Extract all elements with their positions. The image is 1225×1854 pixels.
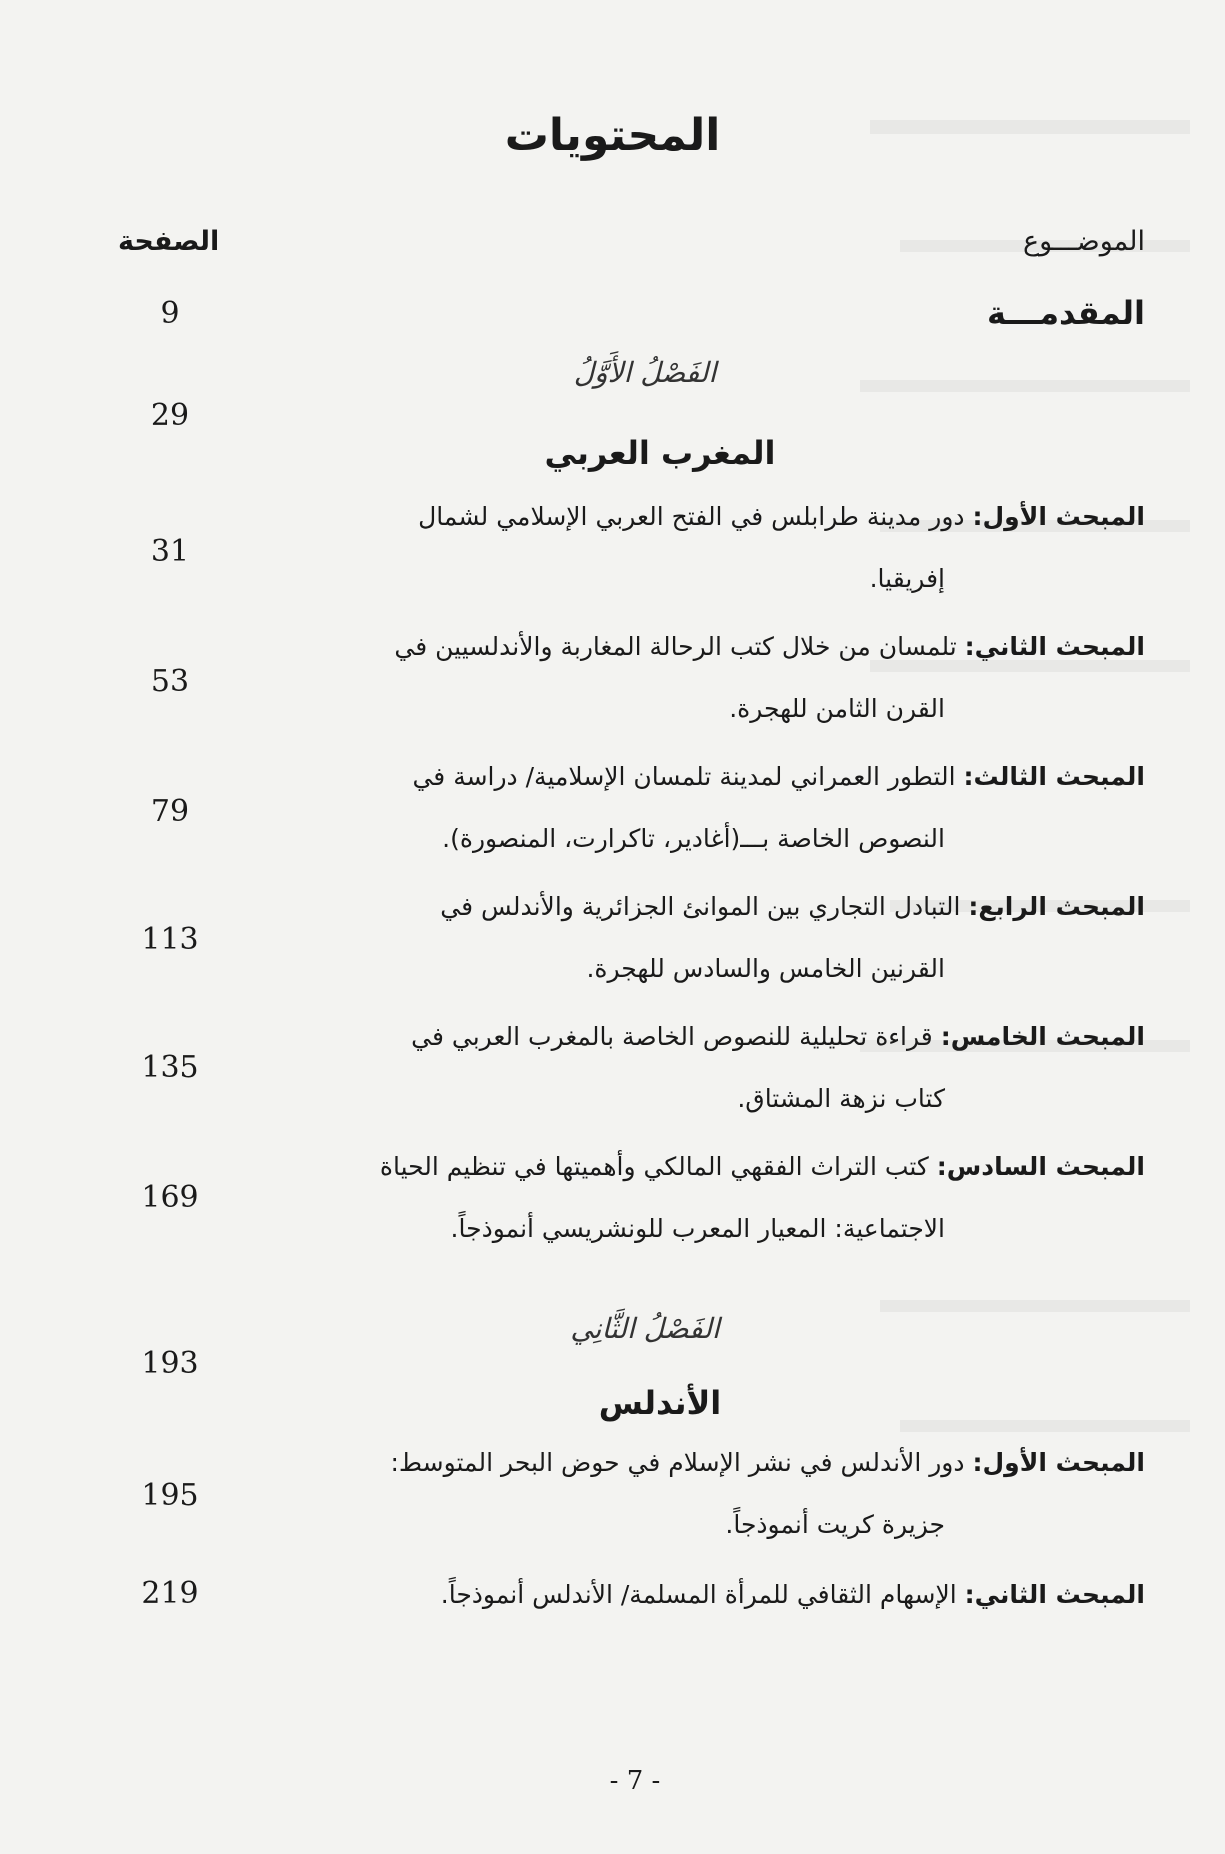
entry-line2: كتاب نزهة المشتاق.: [737, 1084, 945, 1113]
toc-entry: [255, 1432, 1145, 1556]
toc-entry: [255, 746, 1145, 870]
toc-intro-label: المقدمـــة: [987, 294, 1145, 332]
entry-lead: المبحث الرابع:: [968, 892, 1145, 921]
entry-line2: القرنين الخامس والسادس للهجرة.: [586, 954, 945, 983]
entry-page: 135: [141, 1050, 199, 1085]
entry-page: 53: [150, 664, 190, 699]
chapter-1-page: 29: [150, 398, 190, 433]
entry-lead: المبحث الثالث:: [963, 762, 1145, 791]
entry-page: 31: [150, 534, 190, 569]
column-header-page: الصفحة: [118, 226, 220, 257]
chapter-1-title: المغرب العربي: [544, 434, 776, 472]
entry-line1: التبادل التجاري بين الموانئ الجزائرية والأندلس في: [440, 892, 969, 921]
toc-entry: [255, 486, 1145, 610]
chapter-2-title: الأندلس: [598, 1384, 722, 1422]
chapter-1-ornament: الفَصْلُ الأَوَّلُ: [573, 356, 717, 389]
entry-lead: المبحث الخامس:: [940, 1022, 1145, 1051]
page-title: المحتويات: [504, 110, 721, 161]
entry-page: 219: [141, 1576, 199, 1611]
toc-entry: [255, 1006, 1145, 1130]
toc-entry: [255, 1136, 1145, 1260]
entry-line1: الإسهام الثقافي للمرأة المسلمة/ الأندلس أنموذجاً.: [440, 1580, 965, 1609]
entry-line1: قراءة تحليلية للنصوص الخاصة بالمغرب العربي في: [411, 1022, 941, 1051]
entry-line1: دور الأندلس في نشر الإسلام في حوض البحر المتوسط:: [390, 1448, 973, 1477]
entry-lead: المبحث الثاني:: [964, 1580, 1145, 1609]
entry-lead: المبحث الأول:: [972, 1448, 1145, 1477]
toc-entry: [255, 1564, 1145, 1626]
entry-line2: النصوص الخاصة بـــ(أغادير، تاكرارت، المنصورة).: [442, 824, 945, 853]
entry-line2: القرن الثامن للهجرة.: [729, 694, 945, 723]
entry-line1: تلمسان من خلال كتب الرحالة المغاربة والأندلسيين في: [394, 632, 965, 661]
chapter-2-ornament: الفَصْلُ الثَّانِي: [570, 1312, 720, 1345]
column-header-topic: الموضـــوع: [1022, 226, 1145, 257]
entry-line2: الاجتماعية: المعيار المعرب للونشريسي أنموذجاً.: [450, 1214, 945, 1243]
entry-lead: المبحث الثاني:: [964, 632, 1145, 661]
page-number: - 7 -: [609, 1766, 661, 1796]
entry-page: 79: [150, 794, 190, 829]
entry-lead: المبحث الأول:: [972, 502, 1145, 531]
entry-line1: التطور العمراني لمدينة تلمسان الإسلامية/ دراسة في: [412, 762, 964, 791]
entry-lead: المبحث السادس:: [936, 1152, 1145, 1181]
toc-intro-page: 9: [160, 296, 180, 331]
entry-line1: كتب التراث الفقهي المالكي وأهميتها في تنظيم الحياة: [379, 1152, 937, 1181]
entry-line2: إفريقيا.: [869, 564, 945, 593]
chapter-2-page: 193: [141, 1346, 199, 1381]
entry-page: 195: [141, 1478, 199, 1513]
entry-page: 169: [141, 1180, 199, 1215]
entry-line1: دور مدينة طرابلس في الفتح العربي الإسلامي لشمال: [418, 502, 973, 531]
toc-entry: [255, 876, 1145, 1000]
entry-page: 113: [141, 922, 199, 957]
toc-entry: [255, 616, 1145, 740]
entry-line2: جزيرة كريت أنموذجاً.: [725, 1510, 945, 1539]
